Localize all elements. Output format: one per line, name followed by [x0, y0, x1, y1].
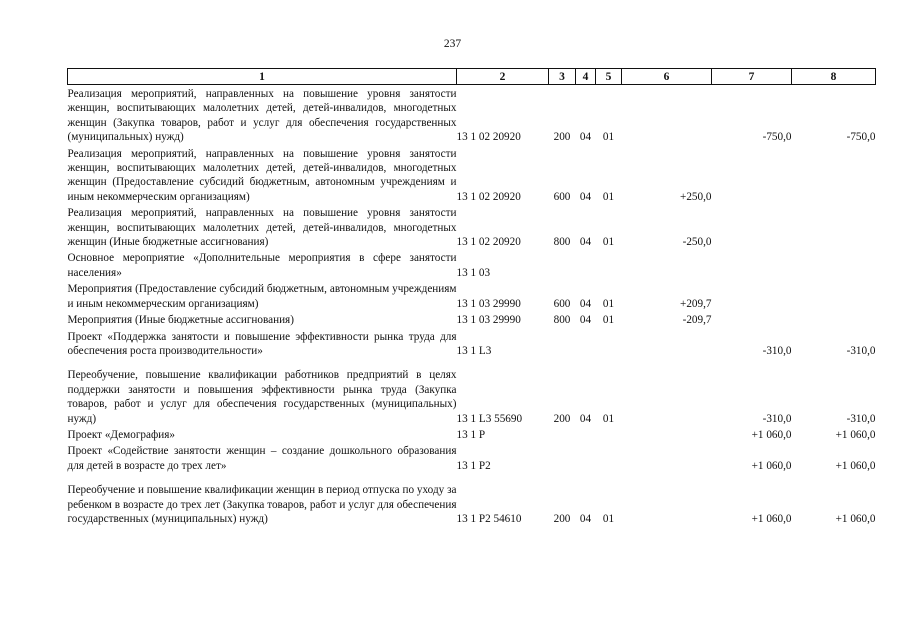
row-col4 — [576, 426, 596, 442]
row-col7: -310,0 — [762, 412, 792, 425]
table-row — [68, 473, 876, 526]
row-name-text: Реализация мероприятий, направленных на повышение уровня занятости женщин, воспитывающих малолетних детей, детей-инвалидов, многодетных женщин (Предоставление субсидий бюджетным, автономным учреждениям и иным некоммерческим организациям) — [67, 147, 457, 203]
row-code: 13 1 P2 — [456, 459, 491, 472]
row-name — [68, 426, 457, 442]
row-col3 — [549, 249, 576, 280]
row-col8: -310,0 — [846, 412, 876, 425]
row-col6 — [622, 358, 712, 426]
row-col5 — [596, 249, 622, 280]
table-row — [68, 328, 876, 359]
row-col7: -310,0 — [762, 344, 792, 357]
row-name-text: Проект «Содействие занятости женщин – создание дошкольного образования для детей в возрасте до трех лет» — [67, 445, 457, 472]
row-col7: +1 060,0 — [751, 459, 792, 472]
row-col8: +1 060,0 — [835, 428, 876, 441]
page-number: 237 — [443, 38, 462, 50]
row-col6: +250,0 — [680, 190, 712, 203]
col-header-2: 2 — [457, 69, 549, 85]
row-col3 — [549, 442, 576, 473]
row-col6 — [622, 442, 712, 473]
row-name-text: Мероприятия (Предоставление субсидий бюджетным, автономным учреждениям и иным некоммерческим организациям) — [67, 283, 457, 310]
row-code: 13 1 L3 55690 — [456, 412, 523, 425]
row-name-text: Реализация мероприятий, направленных на повышение уровня занятости женщин, воспитывающих малолетних детей, детей-инвалидов, многодетных женщин (Иные бюджетные ассигнования) — [67, 207, 457, 249]
row-col8 — [792, 145, 876, 205]
row-col3: 800 — [553, 314, 571, 327]
row-col8: +1 060,0 — [835, 512, 876, 525]
row-col7 — [712, 145, 792, 205]
row-col8 — [792, 280, 876, 311]
row-col4: 04 — [579, 236, 592, 249]
row-code: 13 1 02 20920 — [456, 190, 521, 203]
row-col3: 200 — [553, 512, 571, 525]
row-col5: 01 — [602, 412, 615, 425]
row-col7 — [712, 311, 792, 327]
row-name-text: Переобучение и повышение квалификации женщин в период отпуска по уходу за ребенком в возрасте до трех лет (Закупка товаров, работ и услуг для обеспечения государственных (муниципальных) нужд) — [67, 484, 457, 525]
col-header-4: 4 — [576, 69, 596, 85]
row-col4 — [576, 328, 596, 359]
row-name — [68, 311, 457, 327]
row-name — [68, 442, 457, 473]
row-col7: +1 060,0 — [751, 512, 792, 525]
row-col7: -750,0 — [762, 131, 792, 144]
table-row — [68, 442, 876, 473]
row-col7 — [712, 204, 792, 249]
row-name-text: Переобучение, повышение квалификации работников предприятий в целях поддержки занятости и повышения эффективности рынка труда (Закупка товаров, работ и услуг для обеспечения государственных (муниципальных) нужд) — [67, 369, 457, 425]
row-col5 — [596, 328, 622, 359]
row-col7 — [712, 280, 792, 311]
row-name — [68, 85, 457, 145]
table-row — [68, 145, 876, 205]
row-col3: 600 — [553, 297, 571, 310]
row-col3: 200 — [553, 131, 571, 144]
budget-table — [67, 68, 876, 526]
col-header-7: 7 — [712, 69, 792, 85]
row-col6 — [622, 473, 712, 526]
row-col7 — [712, 249, 792, 280]
row-col8 — [792, 249, 876, 280]
row-col6: -250,0 — [682, 236, 712, 249]
row-col5: 01 — [602, 297, 615, 310]
row-name-text: Основное мероприятие «Дополнительные мероприятия в сфере занятости населения» — [67, 252, 457, 279]
table-row — [68, 249, 876, 280]
table-row — [68, 280, 876, 311]
row-col4 — [576, 442, 596, 473]
row-name-text: Проект «Поддержка занятости и повышение эффективности рынка труда для обеспечения роста производительности» — [67, 330, 457, 357]
row-code: 13 1 02 20920 — [456, 236, 521, 249]
row-col3 — [549, 328, 576, 359]
row-code: 13 1 03 29990 — [456, 297, 521, 310]
row-name — [68, 473, 457, 526]
row-name — [68, 358, 457, 426]
row-col5 — [596, 442, 622, 473]
row-col6: -209,7 — [682, 314, 712, 327]
row-col6: +209,7 — [680, 297, 712, 310]
row-col4: 04 — [579, 131, 592, 144]
row-col4: 04 — [579, 512, 592, 525]
row-col5: 01 — [602, 512, 615, 525]
row-col5: 01 — [602, 190, 615, 203]
row-name — [68, 204, 457, 249]
row-col4: 04 — [579, 190, 592, 203]
row-name — [68, 280, 457, 311]
col-header-1: 1 — [68, 69, 457, 85]
row-code: 13 1 P2 54610 — [456, 512, 522, 525]
row-code: 13 1 03 29990 — [456, 314, 521, 327]
row-col4: 04 — [579, 412, 592, 425]
row-col8: -750,0 — [846, 131, 876, 144]
row-col8: +1 060,0 — [835, 459, 876, 472]
table-row — [68, 426, 876, 442]
row-col5 — [596, 426, 622, 442]
row-col4: 04 — [579, 314, 592, 327]
col-header-3: 3 — [549, 69, 576, 85]
table-row — [68, 311, 876, 327]
row-code: 13 1 L3 — [456, 344, 492, 357]
row-col3 — [549, 426, 576, 442]
row-col8: -310,0 — [846, 344, 876, 357]
row-col3: 600 — [553, 190, 571, 203]
table-row — [68, 204, 876, 249]
row-name-text: Реализация мероприятий, направленных на повышение уровня занятости женщин, воспитывающих малолетних детей, детей-инвалидов, многодетных женщин (Закупка товаров, работ и услуг для обеспечения государственных (муниципальных) нужд) — [67, 88, 457, 144]
header-row — [68, 69, 876, 85]
row-col6 — [622, 85, 712, 145]
row-name — [68, 328, 457, 359]
row-col8 — [792, 204, 876, 249]
table-row — [68, 85, 876, 145]
row-col6 — [622, 249, 712, 280]
row-col7: +1 060,0 — [751, 428, 792, 441]
row-col3: 200 — [553, 412, 571, 425]
col-header-8: 8 — [792, 69, 876, 85]
row-col4: 04 — [579, 297, 592, 310]
row-col6 — [622, 328, 712, 359]
row-col5: 01 — [602, 131, 615, 144]
row-name — [68, 249, 457, 280]
row-code: 13 1 P — [456, 428, 486, 441]
row-code: 13 1 02 20920 — [456, 131, 521, 144]
row-code: 13 1 03 — [456, 266, 491, 279]
row-col3: 800 — [553, 236, 571, 249]
col-header-5: 5 — [596, 69, 622, 85]
row-name — [68, 145, 457, 205]
row-col5: 01 — [602, 314, 615, 327]
table-row — [68, 358, 876, 426]
row-col6 — [622, 426, 712, 442]
row-col4 — [576, 249, 596, 280]
col-header-6: 6 — [622, 69, 712, 85]
row-name-text: Проект «Демография» — [67, 428, 175, 441]
row-name-text: Мероприятия (Иные бюджетные ассигнования) — [67, 314, 294, 327]
row-col5: 01 — [602, 236, 615, 249]
row-col8 — [792, 311, 876, 327]
